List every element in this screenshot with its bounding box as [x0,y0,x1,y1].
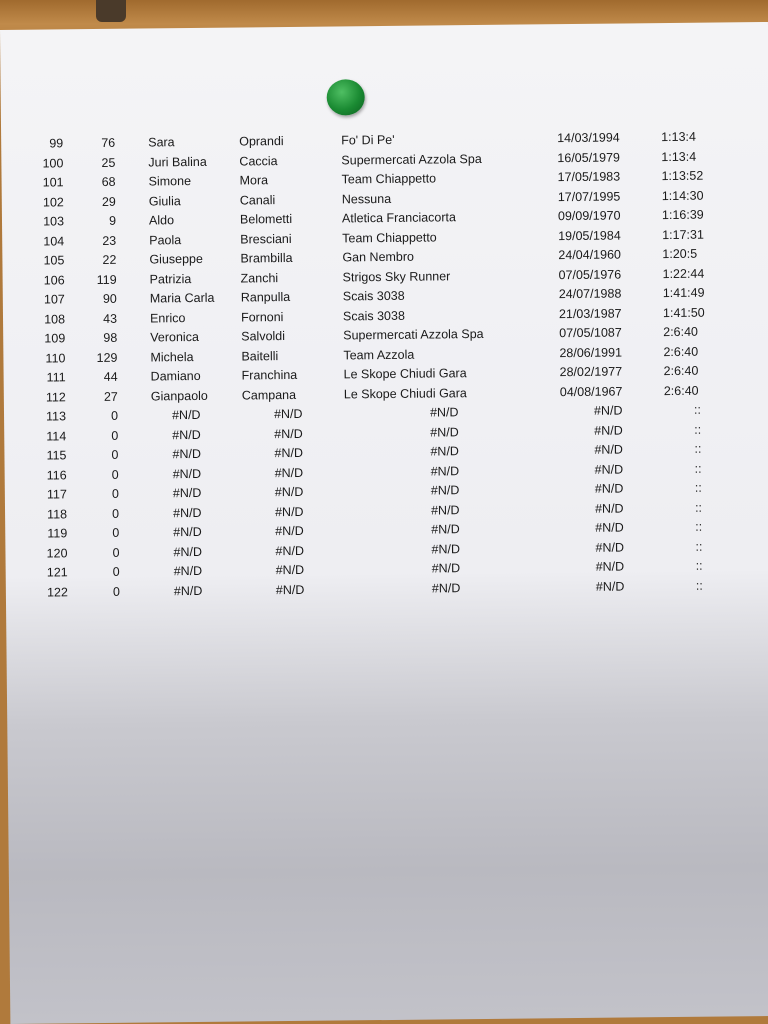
team-cell: Strigos Sky Runner [342,268,451,284]
bib-number-cell: 119 [96,272,117,287]
birth-date-cell: #N/D [594,481,624,496]
position-cell: 102 [42,194,64,210]
last-name-cell: Mora [239,173,269,188]
first-name-cell: Paola [149,232,182,247]
team-cell: Gan Nembro [342,249,415,265]
birth-date-cell: 17/07/1995 [557,189,621,204]
time-cell: :: [695,578,703,593]
birth-date-cell: #N/D [595,520,624,535]
first-name-cell: Patrizia [149,271,192,286]
position-cell: 100 [42,155,64,171]
first-name-cell: Aldo [148,213,175,228]
birth-date-cell: #N/D [595,539,625,555]
bib-number-cell: 76 [101,135,116,150]
time-cell: 1:41:49 [662,285,705,301]
first-name-cell: #N/D [172,505,202,520]
team-cell: Fo' Di Pe' [341,132,395,148]
bib-number-cell: 98 [103,330,118,345]
time-cell: :: [694,480,702,495]
bib-number-cell: 129 [96,350,118,365]
last-name-cell: Belometti [239,211,293,227]
team-cell: Scais 3038 [342,308,405,323]
position-cell: 109 [44,331,66,346]
last-name-cell: #N/D [274,465,304,480]
last-name-cell: Franchina [241,367,298,383]
results-sheet [0,22,768,1024]
birth-date-cell: 24/04/1960 [558,247,622,263]
position-cell: 111 [46,370,66,385]
position-cell: 108 [44,311,66,327]
birth-date-cell: 07/05/1976 [558,267,622,282]
position-cell: 116 [46,467,67,483]
birth-date-cell: #N/D [595,578,625,594]
team-cell: Supermercati Azzola Spa [341,151,482,167]
birth-date-cell: 21/03/1987 [558,306,622,321]
time-cell: 1:13:4 [661,129,696,145]
last-name-cell: Ranpulla [240,289,291,305]
time-cell: :: [694,441,702,456]
team-cell: Team Azzola [343,347,415,362]
birth-date-cell: 07/05/1087 [559,325,622,341]
time-cell: 2:6:40 [663,383,699,398]
time-cell: :: [694,422,702,437]
time-cell: 1:41:50 [662,305,705,320]
position-cell: 121 [46,565,68,580]
bib-number-cell: 0 [112,564,120,579]
time-cell: :: [695,539,703,554]
first-name-cell: #N/D [172,485,202,501]
bib-number-cell: 27 [103,389,118,404]
team-cell: Le Skope Chiudi Gara [343,385,467,401]
bib-number-cell: 44 [103,369,118,384]
first-name-cell: #N/D [173,524,202,540]
position-cell: 101 [42,175,64,190]
time-cell: 2:6:40 [663,344,699,359]
first-name-cell: Enrico [149,310,186,325]
last-name-cell: Canali [239,192,276,207]
position-cell: 115 [46,448,67,463]
team-cell: #N/D [430,444,459,459]
birth-date-cell: #N/D [594,500,624,516]
first-name-cell: #N/D [172,446,202,462]
results-table [1,129,768,600]
time-cell: :: [695,519,703,534]
last-name-cell: #N/D [274,484,304,500]
position-cell: 105 [43,253,65,268]
first-name-cell: #N/D [173,563,203,579]
time-cell: 1:13:52 [661,168,704,184]
birth-date-cell: 28/02/1977 [559,364,623,380]
birth-date-cell: #N/D [595,559,625,574]
position-cell: 106 [43,272,65,288]
team-cell: #N/D [431,522,460,537]
birth-date-cell: #N/D [593,403,623,418]
position-cell: 110 [45,350,66,366]
last-name-cell: #N/D [274,426,303,441]
team-cell: #N/D [431,561,461,576]
birth-date-cell: 17/05/1983 [557,169,621,185]
birth-date-cell: 09/09/1970 [557,208,621,224]
last-name-cell: Zanchi [240,270,279,285]
bib-number-cell: 22 [102,252,117,267]
team-cell: Le Skope Chiudi Gara [343,366,467,382]
bib-number-cell: 90 [102,291,117,306]
last-name-cell: Bresciani [240,231,292,246]
team-cell: #N/D [431,541,461,557]
first-name-cell: Michela [150,349,194,364]
bib-number-cell: 9 [108,213,117,228]
position-cell: 117 [46,487,67,502]
last-name-cell: #N/D [275,582,305,597]
first-name-cell: Maria Carla [149,290,215,306]
team-cell: Atletica Franciacorta [341,210,456,226]
first-name-cell: Simone [148,174,192,189]
time-cell: 1:17:31 [662,227,704,242]
time-cell: 1:20:5 [662,246,698,262]
team-cell: Scais 3038 [342,288,405,304]
last-name-cell: Fornoni [240,309,284,324]
bib-number-cell: 0 [111,486,119,501]
bib-number-cell: 43 [103,311,118,326]
last-name-cell: #N/D [275,523,304,539]
bib-number-cell: 0 [111,447,119,462]
birth-date-cell: 14/03/1994 [557,130,620,146]
binder-clip [96,0,126,22]
last-name-cell: Campana [241,387,297,402]
last-name-cell: #N/D [274,504,304,519]
time-cell: 1:14:30 [661,188,704,203]
team-cell: Team Chiappetto [341,171,437,187]
birth-date-cell: #N/D [594,442,623,457]
bib-number-cell: 0 [112,584,120,599]
birth-date-cell: #N/D [594,461,624,477]
first-name-cell: Sara [148,135,175,150]
time-cell: :: [693,402,702,417]
time-cell: 1:13:4 [661,149,697,164]
bib-number-cell: 25 [101,155,116,170]
bib-number-cell: 68 [101,174,116,189]
last-name-cell: Caccia [239,153,278,169]
position-cell: 99 [49,136,64,151]
team-cell: #N/D [430,424,459,440]
birth-date-cell: 16/05/1979 [557,150,620,165]
position-cell: 112 [45,389,66,405]
position-cell: 104 [43,233,65,249]
bib-number-cell: 0 [111,467,119,482]
first-name-cell: #N/D [171,407,201,423]
position-cell: 120 [46,545,68,561]
first-name-cell: Damiano [150,368,201,384]
birth-date-cell: 24/07/1988 [558,286,622,302]
team-cell: #N/D [430,502,460,518]
first-name-cell: Juri Balina [148,154,207,169]
bib-number-cell: 29 [101,194,116,209]
position-cell: 114 [46,428,67,444]
first-name-cell: #N/D [173,583,203,598]
last-name-cell: #N/D [273,406,303,422]
time-cell: 1:22:44 [662,266,705,281]
first-name-cell: Veronica [150,329,199,345]
time-cell: :: [694,461,702,476]
position-cell: 107 [43,292,65,307]
time-cell: :: [695,558,703,573]
birth-date-cell: 19/05/1984 [558,228,621,243]
team-cell: #N/D [430,483,460,498]
first-name-cell: Giulia [148,193,181,208]
last-name-cell: Baitelli [241,348,279,363]
time-cell: 2:6:40 [663,363,699,379]
position-cell: 103 [43,214,65,229]
time-cell: 1:16:39 [661,207,704,223]
last-name-cell: #N/D [274,445,304,461]
bib-number-cell: 23 [102,233,117,248]
last-name-cell: Brambilla [240,250,293,266]
last-name-cell: Oprandi [239,134,284,149]
birth-date-cell: 28/06/1991 [559,345,623,360]
bib-number-cell: 0 [112,545,120,560]
team-cell: #N/D [429,405,459,420]
green-pushpin-icon [327,79,365,115]
position-cell: 122 [46,584,68,600]
last-name-cell: #N/D [275,543,305,558]
time-cell: :: [694,500,703,515]
bib-number-cell: 0 [111,428,119,443]
time-cell: 2:6:40 [663,324,699,340]
bib-number-cell: 0 [111,408,119,423]
first-name-cell: #N/D [173,544,203,559]
first-name-cell: #N/D [172,427,201,442]
team-cell: #N/D [431,580,461,596]
last-name-cell: Salvoldi [241,329,286,344]
bib-number-cell: 0 [112,525,120,540]
position-cell: 118 [47,506,68,522]
position-cell: 113 [46,409,67,424]
team-cell: Team Chiappetto [342,229,437,245]
birth-date-cell: #N/D [594,423,623,438]
first-name-cell: Giuseppe [149,251,203,267]
bib-number-cell: 0 [112,506,120,521]
team-cell: Nessuna [341,191,392,206]
last-name-cell: #N/D [275,562,305,578]
position-cell: 119 [47,526,68,541]
first-name-cell: Gianpaolo [150,388,208,403]
first-name-cell: #N/D [172,466,202,481]
birth-date-cell: 04/08/1967 [559,384,623,399]
team-cell: Supermercati Azzola Spa [343,326,484,343]
team-cell: #N/D [430,463,460,479]
